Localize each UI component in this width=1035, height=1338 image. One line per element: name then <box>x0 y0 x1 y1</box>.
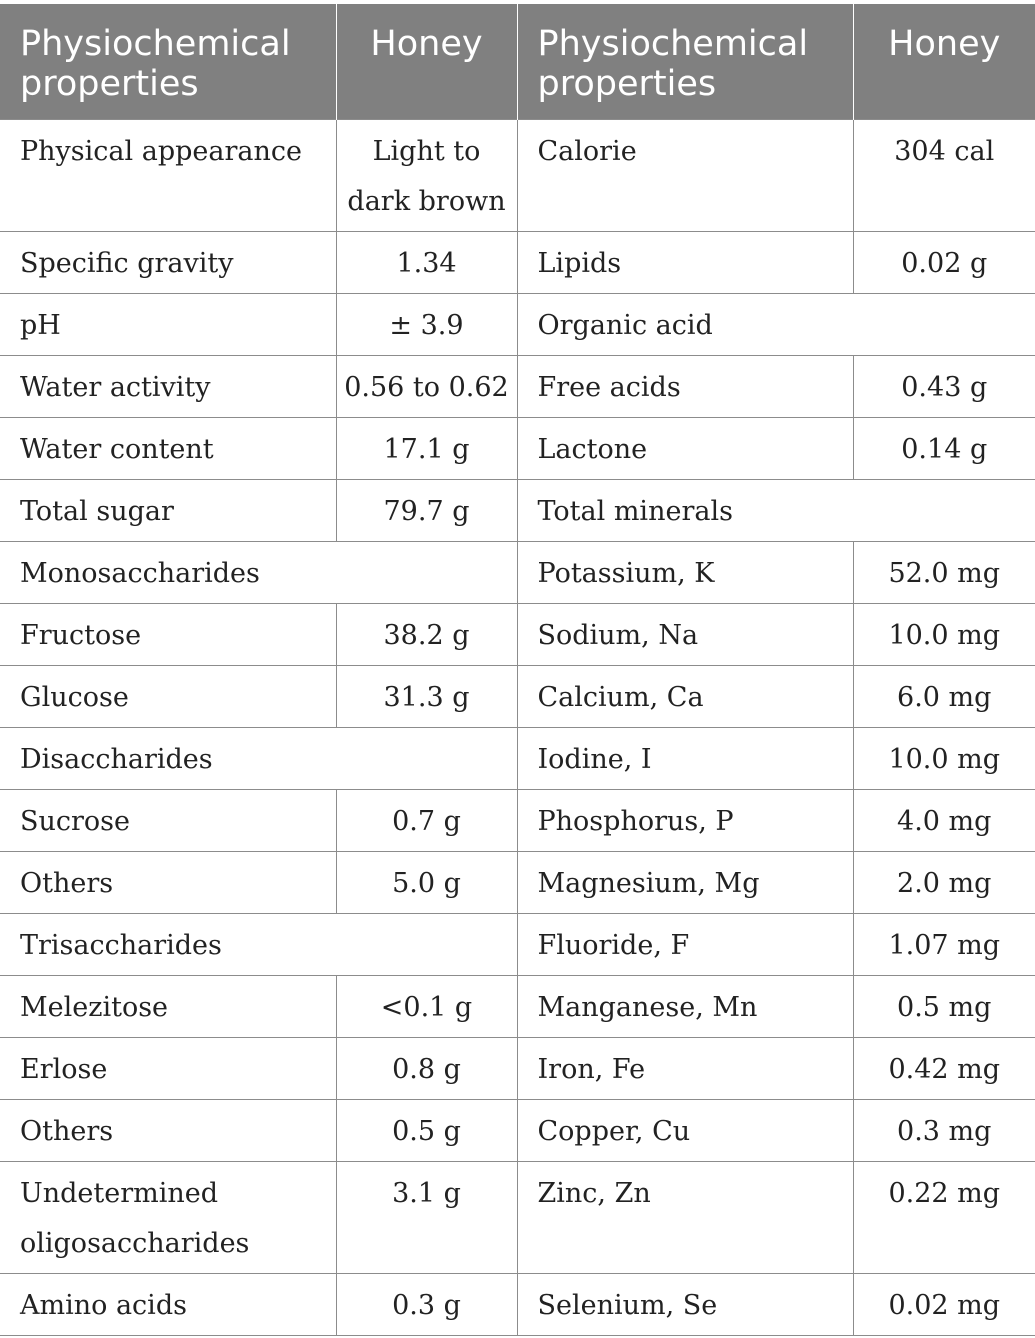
left-value-cell: 5.0 g <box>336 852 517 914</box>
left-property-cell: pH <box>0 294 336 356</box>
table-row <box>0 120 1035 232</box>
right-value-cell: 304 cal <box>853 120 1035 232</box>
left-property-cell: Fructose <box>0 604 336 666</box>
right-property-cell: Selenium, Se <box>517 1274 853 1336</box>
right-group-cell: Organic acid <box>517 294 1035 356</box>
right-value-cell: 0.22 mg <box>853 1162 1035 1274</box>
right-value-cell: 4.0 mg <box>853 790 1035 852</box>
left-property-cell: Others <box>0 852 336 914</box>
left-value-cell: 0.56 to 0.62 <box>336 356 517 418</box>
left-value-cell: 3.1 g <box>336 1162 517 1274</box>
left-property-cell: Sucrose <box>0 790 336 852</box>
left-group-cell: Trisaccharides <box>0 914 517 976</box>
left-value-cell: 17.1 g <box>336 418 517 480</box>
right-value-cell: 10.0 mg <box>853 604 1035 666</box>
table-row <box>0 1162 1035 1274</box>
right-property-cell: Lipids <box>517 232 853 294</box>
left-value-cell: ± 3.9 <box>336 294 517 356</box>
table-row <box>0 1038 1035 1100</box>
right-property-cell: Sodium, Na <box>517 604 853 666</box>
table-row <box>0 1274 1035 1336</box>
left-property-cell: Erlose <box>0 1038 336 1100</box>
left-value-cell: 79.7 g <box>336 480 517 542</box>
table-row <box>0 232 1035 294</box>
left-property-cell: Total sugar <box>0 480 336 542</box>
header-right-property: Physiochemical properties <box>517 4 853 120</box>
table-row <box>0 418 1035 480</box>
table-row <box>0 604 1035 666</box>
left-property-cell: Melezitose <box>0 976 336 1038</box>
table-row <box>0 1100 1035 1162</box>
right-value-cell: 1.07 mg <box>853 914 1035 976</box>
right-property-cell: Potassium, K <box>517 542 853 604</box>
table-row <box>0 852 1035 914</box>
left-value-cell: 0.8 g <box>336 1038 517 1100</box>
left-group-cell: Monosaccharides <box>0 542 517 604</box>
table-row <box>0 294 1035 356</box>
right-value-cell: 10.0 mg <box>853 728 1035 790</box>
left-value-cell: 0.3 g <box>336 1274 517 1336</box>
left-property-cell: Specific gravity <box>0 232 336 294</box>
left-property-cell: Others <box>0 1100 336 1162</box>
left-property-cell: Water content <box>0 418 336 480</box>
left-value-cell: 38.2 g <box>336 604 517 666</box>
honey-properties-table <box>0 4 1035 1336</box>
left-property-cell: Physical appearance <box>0 120 336 232</box>
table-row <box>0 728 1035 790</box>
right-value-cell: 52.0 mg <box>853 542 1035 604</box>
right-property-cell: Iodine, I <box>517 728 853 790</box>
right-value-cell: 0.3 mg <box>853 1100 1035 1162</box>
right-property-cell: Calcium, Ca <box>517 666 853 728</box>
table-row <box>0 666 1035 728</box>
right-value-cell: 0.5 mg <box>853 976 1035 1038</box>
right-property-cell: Zinc, Zn <box>517 1162 853 1274</box>
right-value-cell: 0.14 g <box>853 418 1035 480</box>
left-value-cell: 31.3 g <box>336 666 517 728</box>
left-property-cell: Glucose <box>0 666 336 728</box>
table-row <box>0 914 1035 976</box>
right-value-cell: 0.43 g <box>853 356 1035 418</box>
right-property-cell: Free acids <box>517 356 853 418</box>
right-property-cell: Calorie <box>517 120 853 232</box>
right-value-cell: 0.42 mg <box>853 1038 1035 1100</box>
table-row <box>0 356 1035 418</box>
header-right-honey: Honey <box>853 4 1035 120</box>
left-group-cell: Disaccharides <box>0 728 517 790</box>
right-property-cell: Lactone <box>517 418 853 480</box>
right-property-cell: Manganese, Mn <box>517 976 853 1038</box>
table-row <box>0 542 1035 604</box>
right-value-cell: 2.0 mg <box>853 852 1035 914</box>
header-left-property: Physiochemical properties <box>0 4 336 120</box>
left-value-cell: <0.1 g <box>336 976 517 1038</box>
left-value-cell: 1.34 <box>336 232 517 294</box>
header-row <box>0 4 1035 120</box>
right-property-cell: Magnesium, Mg <box>517 852 853 914</box>
right-property-cell: Copper, Cu <box>517 1100 853 1162</box>
left-value-cell: Light to dark brown <box>336 120 517 232</box>
table-row <box>0 790 1035 852</box>
header-left-honey: Honey <box>336 4 517 120</box>
table-body <box>0 120 1035 1336</box>
left-property-cell: Water activity <box>0 356 336 418</box>
left-property-cell: Amino acids <box>0 1274 336 1336</box>
right-value-cell: 0.02 g <box>853 232 1035 294</box>
right-property-cell: Phosphorus, P <box>517 790 853 852</box>
right-group-cell: Total minerals <box>517 480 1035 542</box>
right-property-cell: Fluoride, F <box>517 914 853 976</box>
table-header <box>0 4 1035 120</box>
left-value-cell: 0.5 g <box>336 1100 517 1162</box>
right-value-cell: 6.0 mg <box>853 666 1035 728</box>
left-property-cell: Undetermined oligosaccharides <box>0 1162 336 1274</box>
left-value-cell: 0.7 g <box>336 790 517 852</box>
table-row <box>0 480 1035 542</box>
table-row <box>0 976 1035 1038</box>
right-value-cell: 0.02 mg <box>853 1274 1035 1336</box>
right-property-cell: Iron, Fe <box>517 1038 853 1100</box>
